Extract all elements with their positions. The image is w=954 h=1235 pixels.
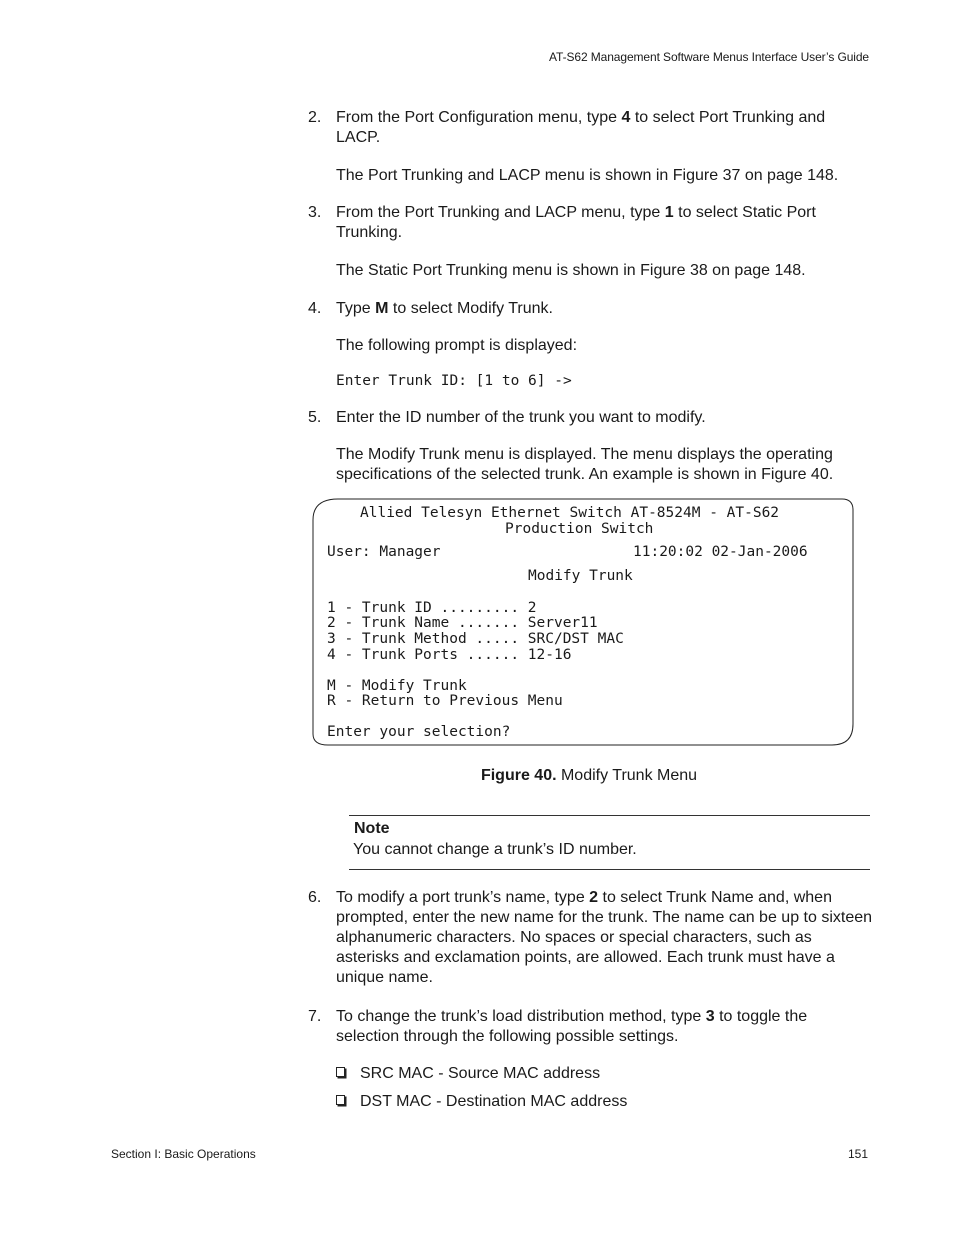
step-5-result: The Modify Trunk menu is displayed. The menu displays the operating specifications of the selected trunk. An example is shown in Figure 40.	[336, 446, 834, 483]
key-label: M	[375, 300, 389, 317]
key-label: 4	[621, 109, 631, 126]
step-text: to toggle the selection through the following possible settings.	[336, 1008, 808, 1045]
step-7	[308, 1007, 873, 1047]
step-number: 3.	[308, 204, 322, 221]
step-number: 7.	[308, 1008, 322, 1025]
step-number: 2.	[308, 109, 322, 126]
screen-selection-prompt: Enter your selection?	[327, 724, 511, 740]
bullet-item	[336, 1064, 600, 1084]
step-text: To change the trunk’s load distribution method, type	[336, 1008, 706, 1025]
page-number: 151	[847, 1147, 868, 1161]
bullet-text: DST MAC - Destination MAC address	[360, 1093, 628, 1110]
step-2-result: The Port Trunking and LACP menu is shown in Figure 37 on page 148.	[336, 167, 839, 184]
step-3	[308, 203, 873, 243]
checkbox-bullet-icon	[336, 1095, 345, 1105]
step-6	[308, 888, 873, 988]
note-title: Note	[354, 820, 390, 837]
screen-subtitle: Production Switch	[505, 521, 654, 537]
figure-title: Modify Trunk Menu	[556, 767, 698, 784]
step-2	[308, 108, 873, 148]
screen-menu-title: Modify Trunk	[528, 568, 633, 584]
step-4-result: The following prompt is displayed:	[336, 337, 578, 354]
figure-number: Figure 40.	[480, 767, 557, 784]
screen-user: User: Manager	[327, 544, 441, 560]
menu-item-trunk-id: 1 - Trunk ID ......... 2	[327, 600, 537, 616]
bullet-text: SRC MAC - Source MAC address	[360, 1065, 601, 1082]
step-text: From the Port Trunking and LACP menu, type	[336, 204, 665, 221]
step-text: to select Static Port Trunking.	[336, 204, 816, 241]
step-number: 5.	[308, 409, 322, 426]
screen-title: Allied Telesyn Ethernet Switch AT-8524M - AT-S62	[360, 505, 780, 521]
note-text: You cannot change a trunk’s ID number.	[353, 841, 637, 858]
menu-item-trunk-method: 3 - Trunk Method ..... SRC/DST MAC	[327, 631, 624, 647]
step-text: to select Trunk Name and, when prompted, enter the new name for the trunk. The name can be up to sixteen alphanumeric characters. No spaces or special characters, such as asterisks and exclamation points, are allowed. Each trunk must have a unique name.	[336, 889, 873, 986]
checkbox-bullet-icon	[336, 1067, 345, 1077]
screen-datetime: 11:20:02 02-Jan-2006	[633, 544, 808, 560]
step-3-result: The Static Port Trunking menu is shown in Figure 38 on page 148.	[336, 262, 806, 279]
figure-caption	[0, 767, 954, 785]
step-number: 4.	[308, 300, 322, 317]
key-label: 3	[705, 1008, 715, 1025]
step-text: to select Port Trunking and LACP.	[336, 109, 826, 146]
step-5	[308, 408, 873, 428]
step-number: 6.	[308, 889, 322, 906]
step-text: Type	[336, 300, 376, 317]
step-text: To modify a port trunk’s name, type	[336, 889, 590, 906]
step-4	[308, 299, 873, 319]
step-text: From the Port Configuration menu, type	[336, 109, 622, 126]
trunk-id-prompt: Enter Trunk ID: [1 to 6] ->	[336, 373, 572, 389]
bullet-item	[336, 1092, 627, 1112]
menu-action-return: R - Return to Previous Menu	[327, 693, 563, 709]
menu-item-trunk-ports: 4 - Trunk Ports ...... 12-16	[327, 647, 572, 663]
step-text: Enter the ID number of the trunk you want to modify.	[336, 409, 706, 426]
note-box	[349, 815, 870, 870]
key-label: 1	[664, 204, 674, 221]
key-label: 2	[589, 889, 599, 906]
menu-item-trunk-name: 2 - Trunk Name ....... Server11	[327, 615, 598, 631]
modify-trunk-screen	[312, 498, 854, 746]
menu-action-modify: M - Modify Trunk	[327, 678, 467, 694]
footer-section: Section I: Basic Operations	[111, 1147, 256, 1161]
step-text: to select Modify Trunk.	[388, 300, 553, 317]
running-header: AT-S62 Management Software Menus Interface User’s Guide	[549, 50, 869, 64]
